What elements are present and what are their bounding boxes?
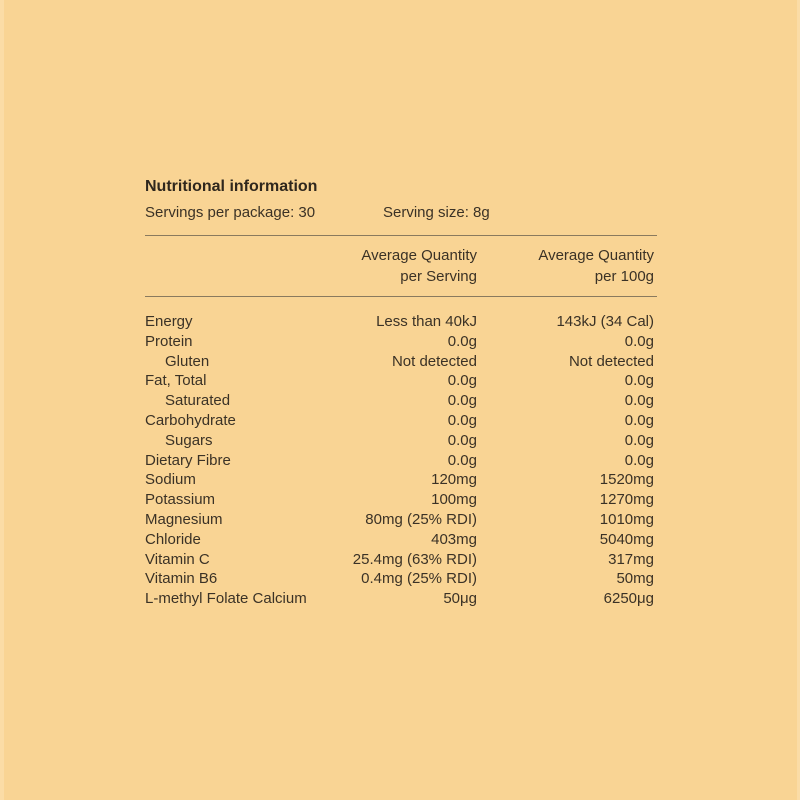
table-row bbox=[145, 569, 657, 589]
panel-title: Nutritional information bbox=[145, 178, 318, 195]
table-row bbox=[145, 470, 657, 490]
per-100g-value: Not detected bbox=[568, 352, 654, 370]
table-row bbox=[145, 550, 657, 570]
table-row bbox=[145, 371, 657, 391]
per-100g-value: 0.0g bbox=[624, 372, 654, 390]
nutrient-name: Gluten bbox=[165, 352, 210, 370]
per-serving-header-line2: per Serving bbox=[400, 268, 477, 285]
per-100g-value: 1520mg bbox=[599, 471, 654, 489]
table-row bbox=[145, 451, 657, 471]
table-row bbox=[145, 510, 657, 530]
nutrition-panel bbox=[145, 176, 657, 609]
per-100g-value: 50mg bbox=[616, 570, 654, 588]
per-100g-value: 143kJ (34 Cal) bbox=[556, 313, 654, 330]
per-serving-value: 120mg bbox=[431, 471, 477, 489]
table-row bbox=[145, 431, 657, 451]
per-serving-value: 0.0g bbox=[447, 451, 477, 469]
per-100g-value: 0.0g bbox=[624, 451, 654, 469]
table-row bbox=[145, 352, 657, 372]
per-100g-value: 6250μg bbox=[603, 590, 654, 608]
nutrient-name: Sugars bbox=[165, 431, 213, 449]
table-row bbox=[145, 391, 657, 411]
column-header-row bbox=[145, 236, 657, 296]
per-100g-value: 0.0g bbox=[624, 411, 654, 429]
per-serving-value: 403mg bbox=[431, 530, 477, 548]
per-serving-value: 0.0g bbox=[447, 332, 477, 350]
per-100g-value: 0.0g bbox=[624, 392, 654, 410]
per-serving-value: 0.0g bbox=[447, 431, 477, 449]
per-serving-header-line1: Average Quantity bbox=[361, 247, 477, 264]
left-edge-strip bbox=[0, 0, 4, 800]
table-row bbox=[145, 411, 657, 431]
per-100g-header-line2: per 100g bbox=[594, 268, 654, 285]
nutrient-name: Saturated bbox=[165, 392, 231, 410]
per-serving-value: 100mg bbox=[431, 491, 477, 509]
per-100g-value: 0.0g bbox=[624, 332, 654, 350]
per-100g-value: 317mg bbox=[608, 550, 654, 568]
per-serving-value: 25.4mg (63% RDI) bbox=[352, 550, 477, 568]
per-serving-value: 0.0g bbox=[447, 372, 477, 390]
serving-meta bbox=[145, 199, 657, 227]
per-100g-value: 0.0g bbox=[624, 431, 654, 449]
nutrient-name: Sodium bbox=[145, 471, 196, 489]
table-row bbox=[145, 589, 657, 609]
nutrient-name: Potassium bbox=[145, 491, 216, 509]
nutrient-name: Protein bbox=[145, 332, 193, 350]
nutrient-name: Fat, Total bbox=[145, 372, 207, 390]
per-100g-value: 1270mg bbox=[599, 491, 654, 509]
per-serving-value: 80mg (25% RDI) bbox=[365, 510, 477, 528]
per-serving-value: Less than 40kJ bbox=[376, 313, 477, 330]
nutrient-name: Carbohydrate bbox=[145, 411, 236, 429]
header-divider bbox=[145, 296, 657, 297]
serving-size: Serving size: 8g bbox=[383, 204, 490, 221]
nutrient-name: Magnesium bbox=[145, 510, 223, 528]
per-100g-value: 5040mg bbox=[599, 530, 654, 548]
per-100g-column-header bbox=[477, 245, 654, 287]
nutrient-name: L-methyl Folate Calcium bbox=[145, 590, 307, 608]
nutrient-name: Energy bbox=[145, 313, 193, 330]
per-serving-value: 0.4mg (25% RDI) bbox=[361, 570, 477, 588]
nutrient-column-header bbox=[145, 245, 325, 287]
per-100g-value: 1010mg bbox=[599, 510, 654, 528]
servings-per-package: Servings per package: 30 bbox=[145, 204, 316, 221]
nutrient-table-body bbox=[145, 312, 657, 609]
per-serving-value: 0.0g bbox=[447, 392, 477, 410]
nutrient-name: Chloride bbox=[145, 530, 201, 548]
per-serving-value: Not detected bbox=[391, 352, 477, 370]
table-row bbox=[145, 332, 657, 352]
per-serving-value: 50μg bbox=[443, 590, 477, 608]
per-serving-column-header bbox=[325, 245, 477, 287]
per-100g-header-line1: Average Quantity bbox=[538, 247, 654, 264]
table-row bbox=[145, 530, 657, 550]
table-row bbox=[145, 312, 657, 332]
per-serving-value: 0.0g bbox=[447, 411, 477, 429]
nutrient-name: Vitamin C bbox=[145, 550, 210, 568]
table-row bbox=[145, 490, 657, 510]
nutrient-name: Vitamin B6 bbox=[145, 570, 218, 588]
nutrient-name: Dietary Fibre bbox=[145, 451, 231, 469]
